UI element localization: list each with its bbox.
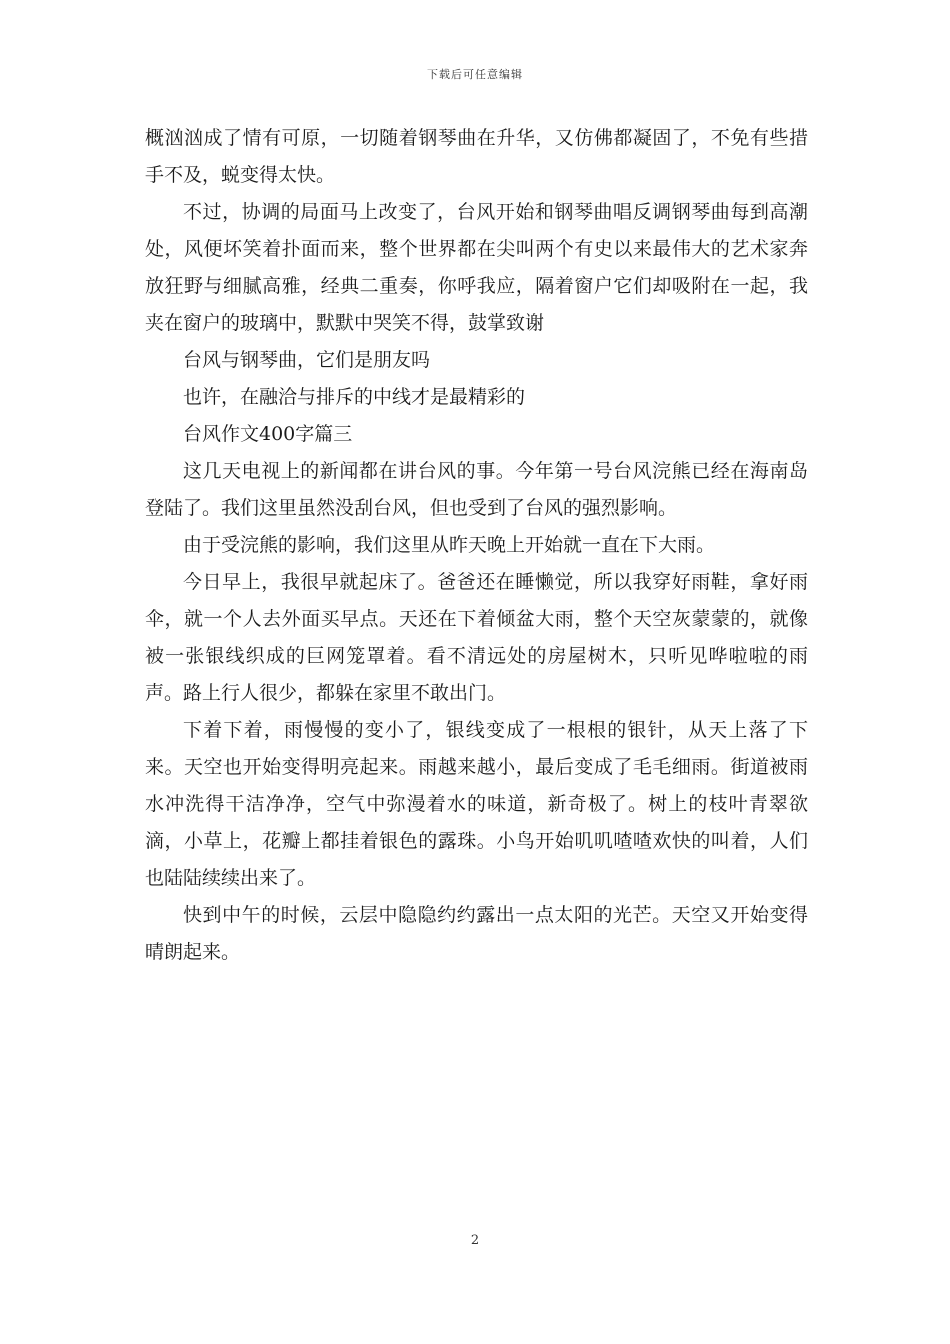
page-header: 下载后可任意编辑	[427, 68, 523, 81]
paragraph: 不过，协调的局面马上改变了，台风开始和钢琴曲唱反调钢琴曲每到高潮处，风便坏笑着扑面而来，整个世界都在尖叫两个有史以来最伟大的艺术家奔放狂野与细腻高雅，经典二重奏，你呼我应，隔着窗户它们却吸附在一起，我夹在窗户的玻璃中，默默中哭笑不得，鼓掌致谢	[145, 201, 808, 334]
paragraph: 概汹汹成了情有可原，一切随着钢琴曲在升华，又仿佛都凝固了，不免有些措手不及，蜕变得太快。	[145, 127, 808, 186]
paragraph: 由于受浣熊的影响，我们这里从昨天晚上开始就一直在下大雨。	[183, 534, 716, 556]
paragraph: 下着下着，雨慢慢的变小了，银线变成了一根根的银针，从天上落了下来。天空也开始变得明亮起来。雨越来越小，最后变成了毛毛细雨。街道被雨水冲洗得干洁净净，空气中弥漫着水的味道，新奇极了。树上的枝叶青翠欲滴，小草上，花瓣上都挂着银色的露珠。小鸟开始叽叽喳喳欢快的叫着，人们也陆陆续续出来了。	[145, 719, 808, 889]
section-heading: 台风作文400字篇三	[183, 423, 353, 445]
page-number: 2	[470, 1233, 480, 1248]
paragraph: 也许，在融洽与排斥的中线才是最精彩的	[183, 386, 526, 408]
paragraph: 快到中午的时候，云层中隐隐约约露出一点太阳的光芒。天空又开始变得晴朗起来。	[145, 904, 808, 963]
paragraph: 台风与钢琴曲，它们是朋友吗	[183, 349, 431, 371]
paragraph: 今日早上，我很早就起床了。爸爸还在睡懒觉，所以我穿好雨鞋，拿好雨伞，就一个人去外面买早点。天还在下着倾盆大雨，整个天空灰蒙蒙的，就像被一张银线织成的巨网笼罩着。看不清远处的房屋树木，只听见哗啦啦的雨声。路上行人很少，都躲在家里不敢出门。	[145, 571, 808, 704]
document-body	[145, 120, 808, 971]
paragraph: 这几天电视上的新闻都在讲台风的事。今年第一号台风浣熊已经在海南岛登陆了。我们这里虽然没刮台风，但也受到了台风的强烈影响。	[145, 460, 808, 519]
